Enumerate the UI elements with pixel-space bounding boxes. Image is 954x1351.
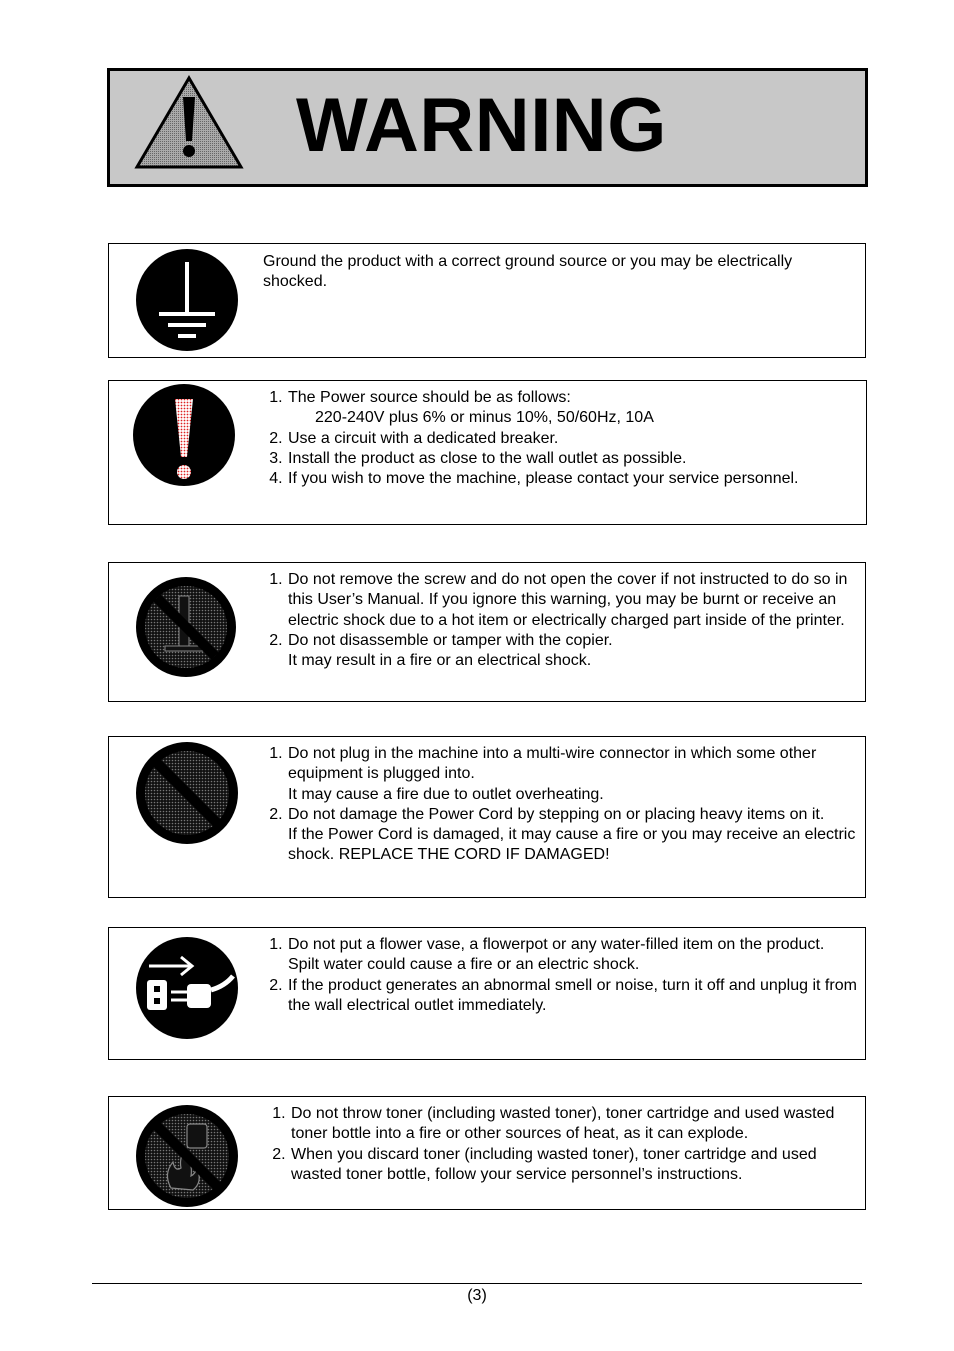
no-fire-icon [135,1104,239,1208]
list-item: 2. Do not disassemble or tamper with the copier. It may result in a fire or an electrical shock. [287,631,855,672]
list-item: 2. Use a circuit with a dedicated breaker. [287,429,858,449]
warning-box-toner [108,1096,866,1210]
list-item: 1. Do not remove the screw and do not open the cover if not instructed to do so in this User’s Manual. If you ignore this warning, you may be burnt or receive an electric shock due to a hot item or electrically charged part inside of the printer. [287,570,855,631]
warning-box-cord [108,736,866,898]
list-item: 2. Do not damage the Power Cord by stepping on or placing heavy items on it. If the Power Cord is damaged, it may cause a fire or you may receive an electric shock. REPLACE THE CORD IF DAMAGED! [287,805,857,866]
prohibition-icon [135,741,239,845]
warning-box-water [108,927,866,1060]
footer-divider [92,1283,862,1284]
water-list [263,935,857,1016]
warning-banner [107,68,868,187]
warning-box-ground [108,243,866,358]
list-item: 2. If the product generates an abnormal smell or noise, turn it off and unplug it from the wall electrical outlet immediately. [287,976,857,1017]
no-disassembly-icon [135,576,237,678]
unplug-icon [135,936,239,1040]
ground-warning-text: Ground the product with a correct ground source or you may be electrically shocked. [263,253,793,291]
list-item: 1. Do not throw toner (including wasted toner), toner cartridge and used wasted toner bottle into a fire or other sources of heat, as it can explode. [290,1104,857,1145]
disassembly-list [263,570,855,671]
warning-box-power [108,380,867,525]
page-number: (3) [467,1287,487,1304]
list-item: 1. Do not plug in the machine into a multi-wire connector in which some other equipment is plugged into. It may cause a fire due to outlet overheating. [287,744,857,805]
page-title: WARNING [296,83,667,168]
power-list [263,388,858,489]
toner-list [266,1104,857,1185]
cord-list [263,744,857,866]
list-item: 1. The Power source should be as follows: 220-240V plus 6% or minus 10%, 50/60Hz, 10A [287,388,858,429]
ground-symbol-icon [135,248,239,352]
list-item: 2. When you discard toner (including wasted toner), toner cartridge and used wasted toner bottle, follow your service personnel’s instructions. [290,1145,857,1186]
list-item: 4. If you wish to move the machine, please contact your service personnel. [287,469,858,489]
list-item: 3. Install the product as close to the wall outlet as possible. [287,449,858,469]
warning-triangle-icon [134,75,244,171]
list-item: 1. Do not put a flower vase, a flowerpot or any water-filled item on the product. Spilt water could cause a fire or an electric shock. [287,935,857,976]
warning-box-disassembly [108,562,866,702]
exclamation-icon [132,383,236,487]
